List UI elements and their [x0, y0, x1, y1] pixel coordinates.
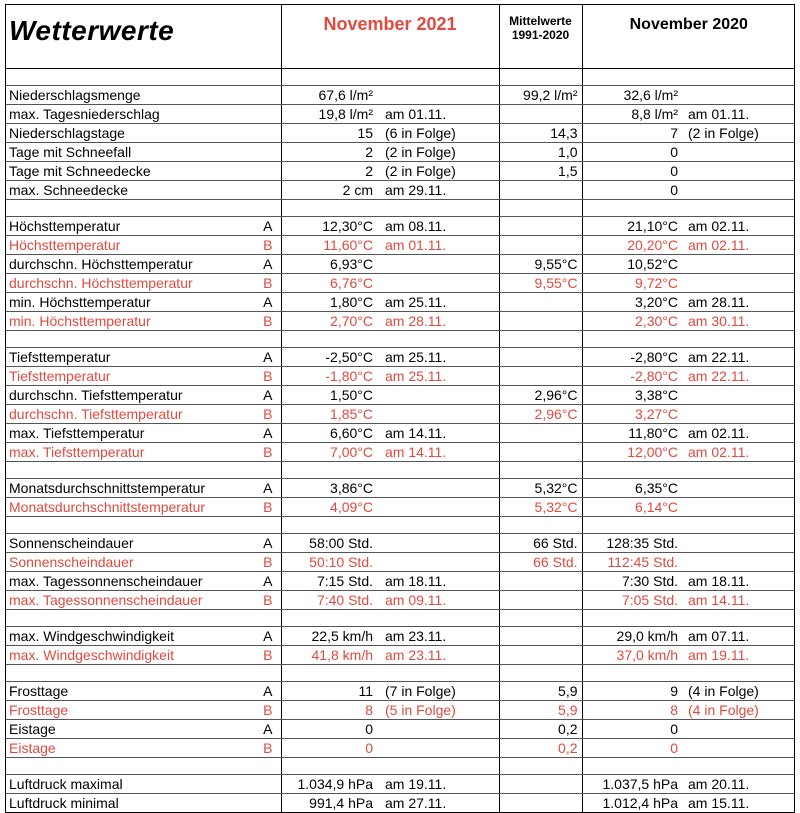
value-2020: 10,52°C: [582, 255, 682, 274]
value-2020: 21,10°C: [582, 217, 682, 236]
station-code: A: [255, 348, 281, 367]
note-2021: (2 in Folge): [379, 143, 499, 162]
value-2021: 0: [281, 720, 379, 739]
row-label: Frosttage: [5, 682, 255, 701]
table-row: [5, 367, 795, 386]
value-2020: 9: [582, 682, 682, 701]
station-code: A: [255, 217, 281, 236]
value-2021: 4,09°C: [281, 498, 379, 517]
value-2020: 8: [582, 701, 682, 720]
note-2021: [379, 534, 499, 553]
mittelwert-value: [499, 217, 582, 236]
value-2021: 7:40 Std.: [281, 591, 379, 610]
mittelwert-value: 9,55°C: [499, 274, 582, 293]
table-row: [5, 124, 795, 143]
station-code: [255, 181, 281, 200]
mittelwert-value: 1,5: [499, 162, 582, 181]
note-2020: am 07.11.: [682, 627, 795, 646]
row-label: durchschn. Höchsttemperatur: [5, 255, 255, 274]
mittelwert-value: 99,2 l/m²: [499, 86, 582, 105]
row-label: max. Windgeschwindigkeit: [5, 627, 255, 646]
note-2020: (4 in Folge): [682, 682, 795, 701]
note-2021: am 19.11.: [379, 775, 499, 794]
note-2020: (2 in Folge): [682, 124, 795, 143]
mittelwert-value: [499, 312, 582, 331]
row-label: Tiefsttemperatur: [5, 348, 255, 367]
table-row: [5, 181, 795, 200]
station-code: [255, 86, 281, 105]
note-2021: am 08.11.: [379, 217, 499, 236]
value-2020: 8,8 l/m²: [582, 105, 682, 124]
station-code: A: [255, 386, 281, 405]
note-2021: (5 in Folge): [379, 701, 499, 720]
value-2021: 8: [281, 701, 379, 720]
note-2020: [682, 181, 795, 200]
note-2021: am 14.11.: [379, 443, 499, 462]
table-row: [5, 701, 795, 720]
value-2020: 29,0 km/h: [582, 627, 682, 646]
row-label: max. Schneedecke: [5, 181, 255, 200]
station-code: B: [255, 739, 281, 758]
row-label: Niederschlagsmenge: [5, 86, 255, 105]
table-row: [5, 86, 795, 105]
column-header-2021: November 2021: [281, 4, 499, 69]
mittelwert-value: [499, 181, 582, 200]
table-row: [5, 236, 795, 255]
table-row: [5, 162, 795, 181]
mittelwert-value: 2,96°C: [499, 386, 582, 405]
mittelwert-value: [499, 443, 582, 462]
value-2021: 2: [281, 143, 379, 162]
row-label: max. Tiefsttemperatur: [5, 424, 255, 443]
value-2020: 7:05 Std.: [582, 591, 682, 610]
station-code: A: [255, 627, 281, 646]
note-2020: am 02.11.: [682, 217, 795, 236]
note-2020: [682, 255, 795, 274]
row-label: Luftdruck maximal: [5, 775, 255, 794]
value-2021: 58:00 Std.: [281, 534, 379, 553]
station-code: [255, 124, 281, 143]
mittelwert-value: [499, 236, 582, 255]
mittelwerte-label: Mittelwerte: [509, 14, 572, 28]
mittelwert-value: [499, 424, 582, 443]
note-2021: (7 in Folge): [379, 682, 499, 701]
note-2020: [682, 162, 795, 181]
note-2020: [682, 553, 795, 572]
row-label: Tage mit Schneedecke: [5, 162, 255, 181]
table-row: [5, 274, 795, 293]
value-2021: 1.034,9 hPa: [281, 775, 379, 794]
header-row: [5, 4, 795, 69]
mittelwert-value: [499, 572, 582, 591]
table-row: [5, 739, 795, 758]
station-code: B: [255, 274, 281, 293]
note-2021: am 01.11.: [379, 236, 499, 255]
value-2020: 0: [582, 720, 682, 739]
table-row: [5, 682, 795, 701]
mittelwert-value: 5,9: [499, 682, 582, 701]
value-2020: 7:30 Std.: [582, 572, 682, 591]
note-2020: am 02.11.: [682, 236, 795, 255]
mittelwert-value: 14,3: [499, 124, 582, 143]
spacer-row: [5, 331, 795, 348]
table-row: [5, 405, 795, 424]
value-2020: 0: [582, 143, 682, 162]
value-2021: 1,85°C: [281, 405, 379, 424]
station-code: B: [255, 591, 281, 610]
value-2021: 11: [281, 682, 379, 701]
note-2021: [379, 255, 499, 274]
value-2021: 991,4 hPa: [281, 794, 379, 813]
mittelwert-value: 5,32°C: [499, 498, 582, 517]
note-2020: am 19.11.: [682, 646, 795, 665]
note-2021: am 09.11.: [379, 591, 499, 610]
mittelwert-value: 1,0: [499, 143, 582, 162]
value-2021: 1,80°C: [281, 293, 379, 312]
mittelwert-value: [499, 775, 582, 794]
station-code: [255, 794, 281, 813]
mittelwert-value: 5,9: [499, 701, 582, 720]
table-row: [5, 534, 795, 553]
table-row: [5, 386, 795, 405]
note-2021: [379, 86, 499, 105]
note-2021: am 25.11.: [379, 367, 499, 386]
value-2021: 22,5 km/h: [281, 627, 379, 646]
note-2021: am 14.11.: [379, 424, 499, 443]
value-2021: 41,8 km/h: [281, 646, 379, 665]
value-2020: 7: [582, 124, 682, 143]
station-code: B: [255, 236, 281, 255]
value-2020: 3,20°C: [582, 293, 682, 312]
row-label: Tage mit Schneefall: [5, 143, 255, 162]
note-2020: [682, 143, 795, 162]
station-code: A: [255, 720, 281, 739]
spacer-row: [5, 200, 795, 217]
spacer-row: [5, 69, 795, 86]
note-2020: am 01.11.: [682, 105, 795, 124]
note-2020: [682, 386, 795, 405]
note-2020: [682, 405, 795, 424]
spacer-row: [5, 610, 795, 627]
note-2020: [682, 86, 795, 105]
row-label: durchschn. Höchsttemperatur: [5, 274, 255, 293]
mittelwert-value: 0,2: [499, 720, 582, 739]
note-2020: (4 in Folge): [682, 701, 795, 720]
value-2020: 6,35°C: [582, 479, 682, 498]
value-2020: 12,00°C: [582, 443, 682, 462]
value-2021: 1,50°C: [281, 386, 379, 405]
station-code: [255, 105, 281, 124]
value-2020: -2,80°C: [582, 348, 682, 367]
note-2020: [682, 479, 795, 498]
value-2020: 0: [582, 162, 682, 181]
station-code: B: [255, 405, 281, 424]
note-2021: am 29.11.: [379, 181, 499, 200]
table-row: [5, 498, 795, 517]
mittelwert-value: 66 Std.: [499, 534, 582, 553]
note-2021: [379, 386, 499, 405]
value-2020: 112:45 Std.: [582, 553, 682, 572]
mittelwert-value: [499, 591, 582, 610]
station-code: [255, 143, 281, 162]
mittelwert-value: [499, 105, 582, 124]
page-title: Wetterwerte: [5, 4, 255, 69]
spacer-row: [5, 758, 795, 775]
mittelwert-value: 66 Std.: [499, 553, 582, 572]
value-2020: 6,14°C: [582, 498, 682, 517]
row-label: max. Tagesniederschlag: [5, 105, 255, 124]
mittelwert-value: 0,2: [499, 739, 582, 758]
row-label: durchschn. Tiefsttemperatur: [5, 386, 255, 405]
note-2021: am 01.11.: [379, 105, 499, 124]
value-2021: 2 cm: [281, 181, 379, 200]
value-2021: 6,76°C: [281, 274, 379, 293]
value-2020: 20,20°C: [582, 236, 682, 255]
value-2021: 2: [281, 162, 379, 181]
value-2020: 9,72°C: [582, 274, 682, 293]
row-label: max. Tiefsttemperatur: [5, 443, 255, 462]
row-label: Eistage: [5, 739, 255, 758]
table-row: [5, 627, 795, 646]
value-2021: 19,8 l/m²: [281, 105, 379, 124]
station-code: A: [255, 293, 281, 312]
weather-table-sheet: [5, 4, 795, 813]
station-code: B: [255, 443, 281, 462]
row-label: Monatsdurchschnittstemperatur: [5, 498, 255, 517]
row-label: Luftdruck minimal: [5, 794, 255, 813]
value-2021: 15: [281, 124, 379, 143]
mittelwert-value: [499, 646, 582, 665]
station-code: B: [255, 701, 281, 720]
row-label: Sonnenscheindauer: [5, 553, 255, 572]
note-2021: am 25.11.: [379, 293, 499, 312]
row-label: max. Tagessonnenscheindauer: [5, 572, 255, 591]
table-row: [5, 293, 795, 312]
note-2021: [379, 720, 499, 739]
spacer-row: [5, 462, 795, 479]
station-code: A: [255, 682, 281, 701]
station-code: B: [255, 646, 281, 665]
weather-table: [5, 4, 795, 813]
value-2021: -2,50°C: [281, 348, 379, 367]
row-label: min. Höchsttemperatur: [5, 312, 255, 331]
note-2020: am 22.11.: [682, 367, 795, 386]
row-label: Monatsdurchschnittstemperatur: [5, 479, 255, 498]
note-2020: am 22.11.: [682, 348, 795, 367]
station-code: [255, 162, 281, 181]
note-2020: [682, 274, 795, 293]
station-code: B: [255, 312, 281, 331]
note-2021: am 27.11.: [379, 794, 499, 813]
note-2020: am 28.11.: [682, 293, 795, 312]
mittelwert-value: 5,32°C: [499, 479, 582, 498]
value-2021: 50:10 Std.: [281, 553, 379, 572]
mittelwert-value: 9,55°C: [499, 255, 582, 274]
station-code: B: [255, 498, 281, 517]
station-code: B: [255, 367, 281, 386]
value-2020: 1.012,4 hPa: [582, 794, 682, 813]
row-label: Höchsttemperatur: [5, 217, 255, 236]
value-2021: 6,93°C: [281, 255, 379, 274]
station-code: B: [255, 553, 281, 572]
value-2020: -2,80°C: [582, 367, 682, 386]
table-row: [5, 553, 795, 572]
table-row: [5, 312, 795, 331]
row-label: min. Höchsttemperatur: [5, 293, 255, 312]
row-label: Tiefsttemperatur: [5, 367, 255, 386]
table-row: [5, 443, 795, 462]
table-row: [5, 572, 795, 591]
station-code: A: [255, 534, 281, 553]
value-2021: 67,6 l/m²: [281, 86, 379, 105]
value-2020: 128:35 Std.: [582, 534, 682, 553]
note-2021: [379, 479, 499, 498]
value-2021: 0: [281, 739, 379, 758]
spacer-row: [5, 517, 795, 534]
mittelwert-value: [499, 627, 582, 646]
note-2020: [682, 720, 795, 739]
value-2020: 32,6 l/m²: [582, 86, 682, 105]
table-row: [5, 255, 795, 274]
value-2020: 3,38°C: [582, 386, 682, 405]
value-2021: 12,30°C: [281, 217, 379, 236]
table-row: [5, 720, 795, 739]
row-label: durchschn. Tiefsttemperatur: [5, 405, 255, 424]
note-2021: (6 in Folge): [379, 124, 499, 143]
note-2021: (2 in Folge): [379, 162, 499, 181]
column-header-2020: November 2020: [582, 4, 795, 69]
row-label: Frosttage: [5, 701, 255, 720]
row-label: Niederschlagstage: [5, 124, 255, 143]
note-2020: am 15.11.: [682, 794, 795, 813]
note-2021: am 23.11.: [379, 627, 499, 646]
row-label: max. Windgeschwindigkeit: [5, 646, 255, 665]
note-2020: am 20.11.: [682, 775, 795, 794]
value-2021: 2,70°C: [281, 312, 379, 331]
note-2020: [682, 739, 795, 758]
table-row: [5, 143, 795, 162]
note-2021: [379, 498, 499, 517]
value-2020: 0: [582, 181, 682, 200]
note-2020: am 02.11.: [682, 443, 795, 462]
note-2021: am 18.11.: [379, 572, 499, 591]
column-header-mittelwerte: [499, 4, 582, 69]
table-row: [5, 217, 795, 236]
table-row: [5, 479, 795, 498]
note-2021: [379, 274, 499, 293]
row-label: max. Tagessonnenscheindauer: [5, 591, 255, 610]
note-2021: [379, 405, 499, 424]
note-2020: [682, 534, 795, 553]
value-2021: -1,80°C: [281, 367, 379, 386]
station-code: A: [255, 424, 281, 443]
mittelwert-value: [499, 367, 582, 386]
row-label: Höchsttemperatur: [5, 236, 255, 255]
spacer-row: [5, 665, 795, 682]
value-2021: 3,86°C: [281, 479, 379, 498]
station-code: A: [255, 572, 281, 591]
value-2021: 7,00°C: [281, 443, 379, 462]
value-2020: 2,30°C: [582, 312, 682, 331]
table-row: [5, 348, 795, 367]
value-2020: 37,0 km/h: [582, 646, 682, 665]
value-2020: 1.037,5 hPa: [582, 775, 682, 794]
note-2021: am 25.11.: [379, 348, 499, 367]
value-2020: 0: [582, 739, 682, 758]
note-2020: am 18.11.: [682, 572, 795, 591]
table-row: [5, 646, 795, 665]
mittelwert-value: [499, 293, 582, 312]
note-2020: am 30.11.: [682, 312, 795, 331]
table-row: [5, 591, 795, 610]
station-code: A: [255, 255, 281, 274]
station-code: [255, 775, 281, 794]
mittelwert-value: 2,96°C: [499, 405, 582, 424]
value-2020: 11,80°C: [582, 424, 682, 443]
note-2020: am 14.11.: [682, 591, 795, 610]
note-2021: am 28.11.: [379, 312, 499, 331]
table-row: [5, 105, 795, 124]
value-2021: 6,60°C: [281, 424, 379, 443]
note-2021: [379, 553, 499, 572]
value-2021: 11,60°C: [281, 236, 379, 255]
mittelwert-value: [499, 794, 582, 813]
mittelwert-value: [499, 348, 582, 367]
note-2020: am 02.11.: [682, 424, 795, 443]
mittelwerte-period: 1991-2020: [511, 28, 570, 42]
note-2020: [682, 498, 795, 517]
note-2021: [379, 739, 499, 758]
table-row: [5, 794, 795, 813]
note-2021: am 23.11.: [379, 646, 499, 665]
value-2020: 3,27°C: [582, 405, 682, 424]
row-label: Eistage: [5, 720, 255, 739]
table-row: [5, 424, 795, 443]
table-row: [5, 775, 795, 794]
station-code: A: [255, 479, 281, 498]
row-label: Sonnenscheindauer: [5, 534, 255, 553]
value-2021: 7:15 Std.: [281, 572, 379, 591]
